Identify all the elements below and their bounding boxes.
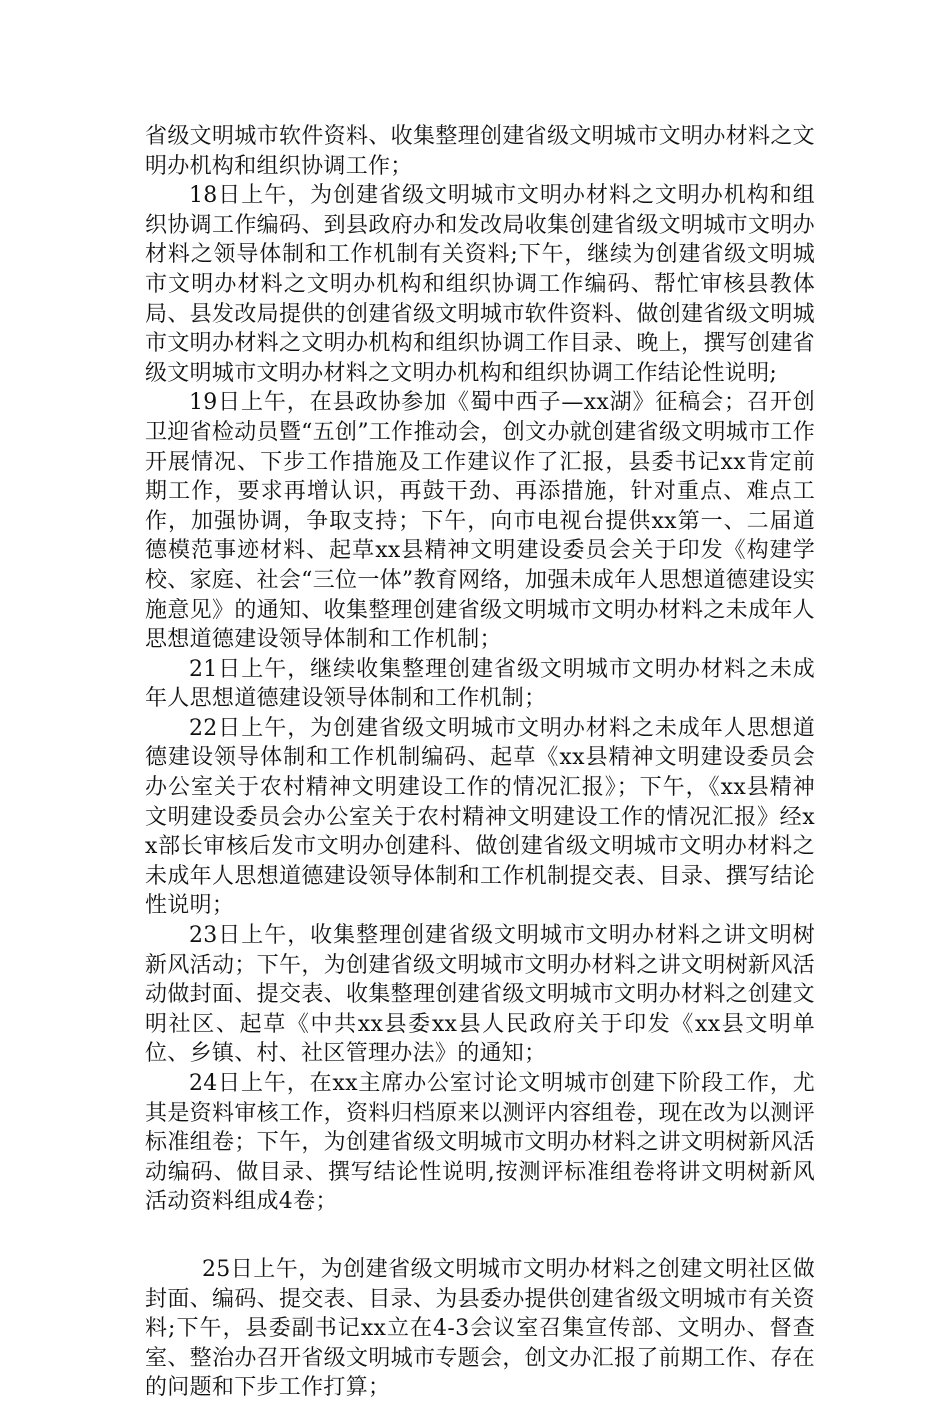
- document-body: [145, 122, 815, 1403]
- paragraph-day-25: 25日上午，为创建省级文明城市文明办材料之创建文明社区做封面、编码、提交表、目录、为县委办提供创建省级文明城市有关资料;下午，县委副书记xx立在4-3会议室召集宣传部、文明办、督查室、整治办召开省级文明城市专题会，创文办汇报了前期工作、存在的问题和下步工作打算；: [145, 1256, 815, 1401]
- paragraph-day-22: 22日上午，为创建省级文明城市文明办材料之未成年人思想道德建设领导体制和工作机制编码、起草《xx县精神文明建设委员会办公室关于农村精神文明建设工作的情况汇报》；下午，《xx县精神文明建设委员会办公室关于农村精神文明建设工作的情况汇报》经xx部长审核后发市文明办创建科、做创建省级文明城市文明办材料之未成年人思想道德建设领导体制和工作机制提交表、目录、撰写结论性说明；: [145, 715, 815, 919]
- paragraph-day-24: 24日上午，在xx主席办公室讨论文明城市创建下阶段工作，尤其是资料审核工作，资料归档原来以测评内容组卷，现在改为以测评标准组卷；下午，为创建省级文明城市文明办材料之讲文明树新风活动编码、做目录、撰写结论性说明,按测评标准组卷将讲文明树新风活动资料组成4卷；: [145, 1071, 815, 1215]
- paragraph-day-23: 23日上午，收集整理创建省级文明城市文明办材料之讲文明树新风活动；下午，为创建省级文明城市文明办材料之讲文明树新风活动做封面、提交表、收集整理创建省级文明城市文明办材料之创建文明社区、起草《中共xx县委xx县人民政府关于印发《xx县文明单位、乡镇、村、社区管理办法》的通知；: [145, 923, 815, 1067]
- paragraph-continuation: 省级文明城市软件资料、收集整理创建省级文明城市文明办材料之文明办机构和组织协调工作；: [145, 124, 815, 179]
- paragraph-day-21: 21日上午，继续收集整理创建省级文明城市文明办材料之未成年人思想道德建设领导体制和工作机制；: [145, 656, 815, 712]
- paragraph-day-18: 18日上午，为创建省级文明城市文明办材料之文明办机构和组织协调工作编码、到县政府办和发改局收集创建省级文明城市文明办材料之领导体制和工作机制有关资料;下午，继续为创建省级文明城市文明办材料之文明办机构和组织协调工作编码、帮忙审核县教体局、县发改局提供的创建省级文明城市软件资料、做创建省级文明城市文明办材料之文明办机构和组织协调工作目录、晚上，撰写创建省级文明城市文明办材料之文明办机构和组织协调工作结论性说明;: [145, 183, 815, 386]
- paragraph-day-19: 19日上午，在县政协参加《蜀中西子—xx湖》征稿会；召开创卫迎省检动员暨“五创”工作推动会，创文办就创建省级文明城市工作开展情况、下步工作措施及工作建议作了汇报，县委书记xx肯定前期工作，要求再增认识，再鼓干劲、再添措施，针对重点、难点工作，加强协调，争取支持；下午，向市电视台提供xx第一、二届道德模范事迹材料、起草xx县精神文明建设委员会关于印发《构建学校、家庭、社会“三位一体”教育网络，加强未成年人思想道德建设实施意见》的通知、收集整理创建省级文明城市文明办材料之未成年人思想道德建设领导体制和工作机制；: [145, 390, 815, 653]
